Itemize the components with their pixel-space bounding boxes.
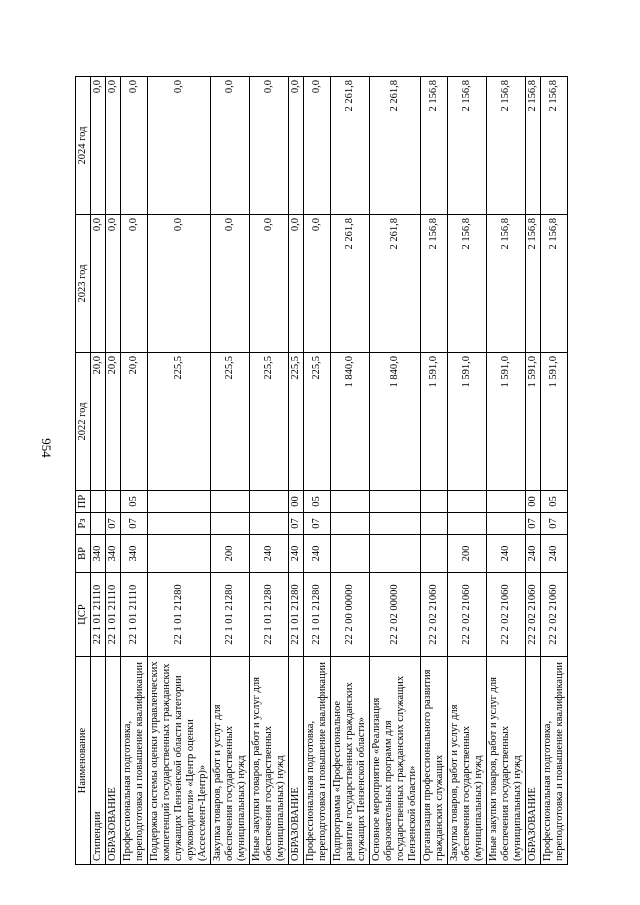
cell-y2024: 2 156,8	[541, 77, 568, 215]
cell-y2024: 2 156,8	[487, 77, 526, 215]
cell-csr: 22 2 02 00000	[370, 573, 421, 657]
cell-y2023: 0,0	[121, 215, 148, 353]
cell-y2024: 0,0	[289, 77, 304, 215]
cell-vr: 340	[121, 535, 148, 573]
cell-pr	[250, 491, 289, 513]
table-row	[148, 77, 211, 865]
cell-y2023: 2 156,8	[541, 215, 568, 353]
cell-pr	[448, 491, 487, 513]
cell-vr: 240	[487, 535, 526, 573]
cell-rz	[250, 513, 289, 535]
cell-vr	[148, 535, 211, 573]
cell-name: ОБРАЗОВАНИЕ	[106, 657, 121, 865]
cell-pr	[148, 491, 211, 513]
cell-pr: 00	[289, 491, 304, 513]
cell-y2022: 20,0	[106, 353, 121, 491]
cell-rz: 07	[526, 513, 541, 535]
header-rz: Рз	[76, 513, 91, 535]
cell-name: Стипендии	[91, 657, 106, 865]
cell-rz: 07	[541, 513, 568, 535]
cell-csr: 22 1 01 21280	[289, 573, 304, 657]
cell-rz: 07	[289, 513, 304, 535]
cell-vr: 240	[289, 535, 304, 573]
table-row	[106, 77, 121, 865]
cell-name: Закупка товаров, работ и услуг для обеспечения государственных (муниципальных) нужд	[448, 657, 487, 865]
cell-rz	[148, 513, 211, 535]
cell-y2024: 0,0	[91, 77, 106, 215]
cell-csr: 22 2 02 21060	[448, 573, 487, 657]
cell-y2023: 0,0	[148, 215, 211, 353]
header-vr: ВР	[76, 535, 91, 573]
cell-y2024: 2 156,8	[448, 77, 487, 215]
header-2022: 2022 год	[76, 353, 91, 491]
cell-y2024: 2 261,8	[370, 77, 421, 215]
cell-y2022: 225,5	[148, 353, 211, 491]
cell-name: Организация профессионального развития гражданских служащих	[421, 657, 448, 865]
cell-rz	[448, 513, 487, 535]
page-number: 954	[38, 438, 54, 458]
cell-name: Профессиональная подготовка, переподготовка и повышение квалификации	[121, 657, 148, 865]
cell-rz: 07	[304, 513, 331, 535]
cell-name: Поддержка системы оценки управленческих компетенций государственных гражданских служащих Пензенской области категории «руководители» «Центр оценки (Ассессмент-Центр)»	[148, 657, 211, 865]
cell-y2022: 1 591,0	[448, 353, 487, 491]
header-csr: ЦСР	[76, 573, 91, 657]
cell-y2022: 20,0	[121, 353, 148, 491]
cell-name: Иные закупки товаров, работ и услуг для обеспечения государственных (муниципальных) нужд	[487, 657, 526, 865]
cell-y2022: 225,5	[250, 353, 289, 491]
cell-pr: 05	[541, 491, 568, 513]
cell-y2024: 0,0	[148, 77, 211, 215]
cell-y2023: 2 156,8	[421, 215, 448, 353]
header-2023: 2023 год	[76, 215, 91, 353]
table-row	[421, 77, 448, 865]
cell-pr: 00	[526, 491, 541, 513]
cell-pr: 05	[304, 491, 331, 513]
cell-rz: 07	[121, 513, 148, 535]
cell-pr	[331, 491, 370, 513]
cell-name: ОБРАЗОВАНИЕ	[526, 657, 541, 865]
cell-y2024: 2 261,8	[331, 77, 370, 215]
cell-y2022: 1 591,0	[487, 353, 526, 491]
table-row	[121, 77, 148, 865]
cell-csr: 22 1 01 21110	[121, 573, 148, 657]
cell-name: Профессиональная подготовка, переподготовка и повышение квалификации	[304, 657, 331, 865]
cell-vr	[421, 535, 448, 573]
cell-y2022: 1 840,0	[331, 353, 370, 491]
header-row	[76, 77, 91, 865]
budget-table	[75, 76, 568, 865]
cell-csr: 22 2 02 21060	[421, 573, 448, 657]
cell-csr: 22 1 01 21280	[211, 573, 250, 657]
cell-name: Профессиональная подготовка, переподготовка и повышение квалификации	[541, 657, 568, 865]
cell-vr: 240	[541, 535, 568, 573]
cell-rz	[331, 513, 370, 535]
cell-pr	[487, 491, 526, 513]
cell-y2022: 1 840,0	[370, 353, 421, 491]
cell-vr: 240	[526, 535, 541, 573]
header-pr: ПР	[76, 491, 91, 513]
cell-rz: 07	[106, 513, 121, 535]
cell-vr: 240	[304, 535, 331, 573]
cell-vr	[370, 535, 421, 573]
cell-y2023: 2 156,8	[526, 215, 541, 353]
table-row	[541, 77, 568, 865]
cell-y2023: 0,0	[106, 215, 121, 353]
cell-vr: 240	[250, 535, 289, 573]
table-row	[304, 77, 331, 865]
cell-rz	[487, 513, 526, 535]
cell-y2024: 2 156,8	[526, 77, 541, 215]
cell-csr: 22 2 02 21060	[541, 573, 568, 657]
table-row	[370, 77, 421, 865]
cell-y2024: 0,0	[121, 77, 148, 215]
cell-vr: 340	[106, 535, 121, 573]
table-row	[487, 77, 526, 865]
table-row	[250, 77, 289, 865]
cell-y2023: 2 156,8	[487, 215, 526, 353]
cell-y2022: 20,0	[91, 353, 106, 491]
cell-y2022: 1 591,0	[541, 353, 568, 491]
cell-y2023: 2 261,8	[370, 215, 421, 353]
cell-y2023: 0,0	[304, 215, 331, 353]
cell-y2024: 0,0	[106, 77, 121, 215]
table-row	[331, 77, 370, 865]
table-body	[91, 77, 568, 865]
table-row	[526, 77, 541, 865]
cell-vr: 340	[91, 535, 106, 573]
cell-vr	[331, 535, 370, 573]
cell-vr: 200	[211, 535, 250, 573]
cell-y2023: 2 156,8	[448, 215, 487, 353]
cell-csr: 22 2 00 00000	[331, 573, 370, 657]
cell-pr	[421, 491, 448, 513]
table-row	[91, 77, 106, 865]
cell-y2022: 225,5	[304, 353, 331, 491]
cell-pr: 05	[121, 491, 148, 513]
cell-csr: 22 1 01 21110	[91, 573, 106, 657]
cell-rz	[421, 513, 448, 535]
cell-name: Основное мероприятие «Реализация образовательных программ для государственных гражданских служащих Пензенской области»	[370, 657, 421, 865]
table-row	[211, 77, 250, 865]
table-row	[289, 77, 304, 865]
cell-y2024: 0,0	[250, 77, 289, 215]
cell-y2024: 2 156,8	[421, 77, 448, 215]
cell-y2023: 2 261,8	[331, 215, 370, 353]
cell-y2024: 0,0	[304, 77, 331, 215]
cell-rz	[370, 513, 421, 535]
budget-table-container	[75, 77, 565, 865]
cell-y2024: 0,0	[211, 77, 250, 215]
cell-y2023: 0,0	[211, 215, 250, 353]
cell-vr: 200	[448, 535, 487, 573]
cell-csr: 22 1 01 21280	[250, 573, 289, 657]
cell-y2022: 225,5	[289, 353, 304, 491]
cell-csr: 22 2 02 21060	[526, 573, 541, 657]
cell-name: Иные закупки товаров, работ и услуг для обеспечения государственных (муниципальных) нужд	[250, 657, 289, 865]
cell-pr	[211, 491, 250, 513]
cell-name: ОБРАЗОВАНИЕ	[289, 657, 304, 865]
cell-pr	[106, 491, 121, 513]
cell-pr	[91, 491, 106, 513]
table-row	[448, 77, 487, 865]
cell-y2022: 1 591,0	[421, 353, 448, 491]
cell-y2023: 0,0	[289, 215, 304, 353]
cell-rz	[211, 513, 250, 535]
cell-y2022: 225,5	[211, 353, 250, 491]
cell-csr: 22 2 02 21060	[487, 573, 526, 657]
cell-csr: 22 1 01 21280	[148, 573, 211, 657]
header-2024: 2024 год	[76, 77, 91, 215]
cell-y2022: 1 591,0	[526, 353, 541, 491]
cell-rz	[91, 513, 106, 535]
header-name: Наименование	[76, 657, 91, 865]
cell-csr: 22 1 01 21110	[106, 573, 121, 657]
cell-name: Подпрограмма «Профессиональное развитие государственных гражданских служащих Пензенской области»	[331, 657, 370, 865]
cell-pr	[370, 491, 421, 513]
cell-y2023: 0,0	[250, 215, 289, 353]
cell-y2023: 0,0	[91, 215, 106, 353]
cell-csr: 22 1 01 21280	[304, 573, 331, 657]
cell-name: Закупка товаров, работ и услуг для обеспечения государственных (муниципальных) нужд	[211, 657, 250, 865]
